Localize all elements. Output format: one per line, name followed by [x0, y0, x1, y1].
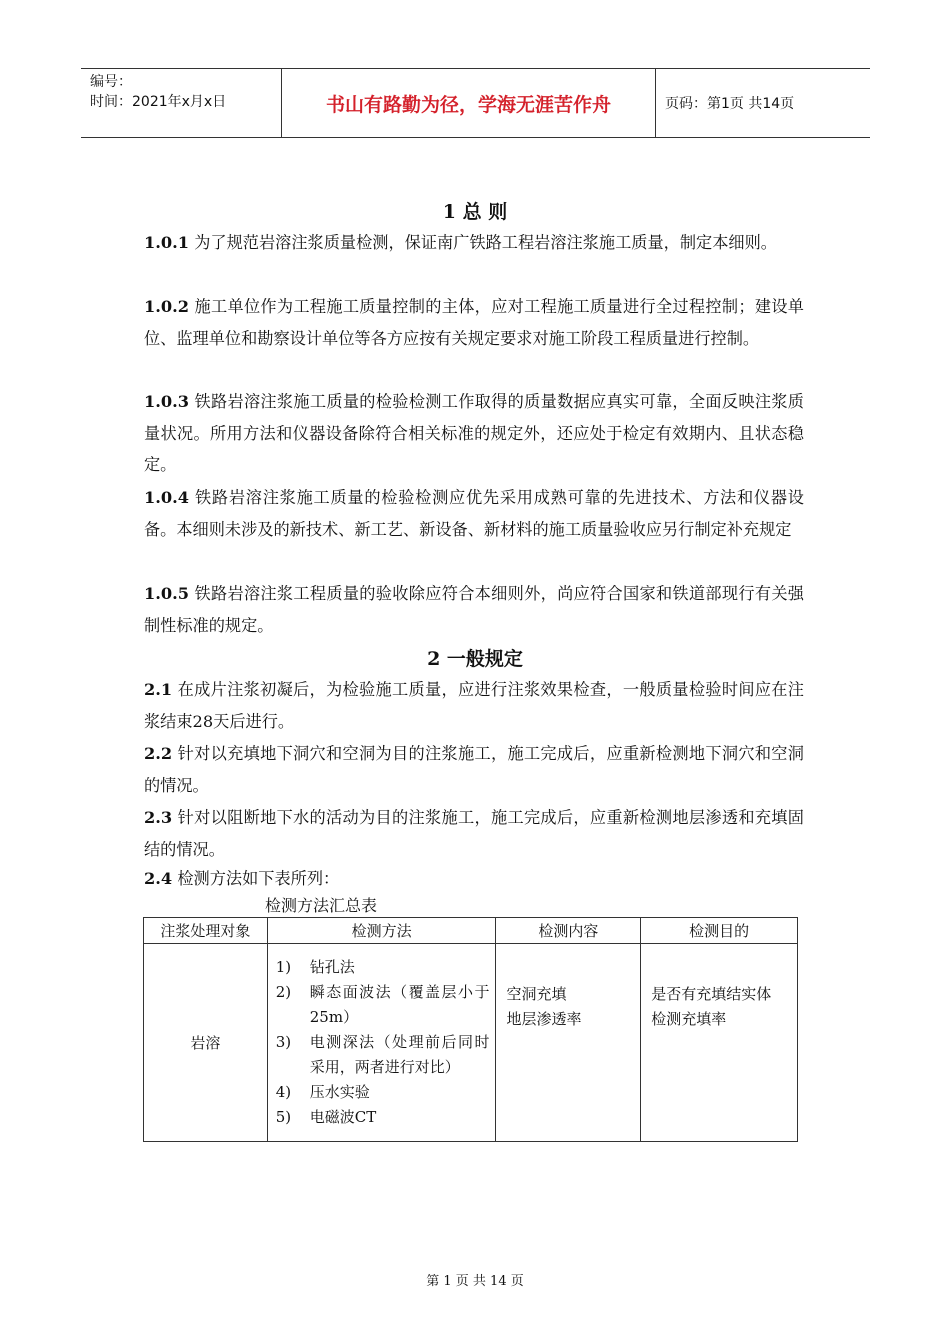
table-caption: 检测方法汇总表 [265, 896, 378, 915]
clause-text: 铁路岩溶注浆施工质量的检验检测工作取得的质量数据应真实可靠，全面反映注浆质量状况。所用方法和仪器设备除符合相关标准的规定外，还应处于检定有效期内、且状态稳定。 [144, 392, 804, 474]
section-1-title: 1 总 则 [442, 201, 508, 223]
purpose-cell [641, 944, 798, 1142]
method-number: 4) [275, 1083, 292, 1101]
method-number: 1) [275, 958, 292, 976]
clause-1-0-1 [144, 227, 804, 259]
methods-cell [267, 944, 496, 1142]
clause-text: 铁路岩溶注浆工程质量的验收除应符合本细则外，尚应符合国家和铁道部现行有关强制性标准的规定。 [144, 584, 804, 635]
clause-number: 1.0.4 [144, 488, 190, 507]
clause-number: 1.0.1 [144, 233, 190, 252]
method-item [276, 955, 490, 980]
table-header-cell: 检测内容 [496, 918, 641, 944]
clause-text: 在成片注浆初凝后，为检验施工质量，应进行注浆效果检查，一般质量检验时间应在注浆结束28天后进行。 [144, 680, 804, 731]
page-footer: 第 1 页 共 14 页 [426, 1274, 524, 1289]
page-header [81, 68, 870, 138]
method-number: 2) [275, 983, 292, 1001]
content-cell [496, 944, 641, 1142]
table-header-cell: 检测方法 [267, 918, 496, 944]
clause-text: 针对以充填地下洞穴和空洞为目的注浆施工，施工完成后，应重新检测地下洞穴和空洞的情况。 [144, 744, 804, 795]
clause-number: 2.3 [144, 808, 173, 827]
table-row [144, 944, 798, 1142]
method-text: 钻孔法 [309, 958, 355, 976]
clause-text: 针对以阻断地下水的活动为目的注浆施工，施工完成后，应重新检测地层渗透和充填固结的情况。 [144, 808, 804, 859]
method-item [276, 1030, 490, 1080]
clause-2-2 [144, 738, 804, 801]
clause-1-0-5 [144, 578, 804, 641]
header-meta [81, 69, 281, 137]
purpose-line: 是否有充填结实体 [651, 985, 772, 1003]
object-cell: 岩溶 [144, 944, 268, 1142]
method-text: 电磁波CT [309, 1108, 377, 1126]
clause-number: 2.4 [144, 869, 173, 888]
date-label: 时间：2021年x月x日 [90, 94, 227, 110]
clause-text: 检测方法如下表所列： [172, 869, 340, 888]
method-number: 5) [275, 1108, 292, 1126]
table-header-cell: 检测目的 [641, 918, 798, 944]
clause-2-3 [144, 802, 804, 865]
clause-number: 1.0.5 [144, 584, 190, 603]
number-label: 编号： [90, 74, 132, 90]
section-2-title: 2 一般规定 [427, 648, 523, 670]
method-item [276, 1105, 490, 1130]
method-item [276, 1080, 490, 1105]
clause-1-0-2 [144, 291, 804, 354]
table-header-cell: 注浆处理对象 [144, 918, 268, 944]
page-code: 页码：第1页 共14页 [665, 96, 795, 112]
clause-number: 1.0.3 [144, 392, 190, 411]
table-header-row [144, 918, 798, 944]
content-line: 地层渗透率 [506, 1010, 582, 1028]
method-number: 3) [275, 1033, 292, 1051]
method-item [276, 980, 490, 1030]
clause-text: 为了规范岩溶注浆质量检测，保证南广铁路工程岩溶注浆施工质量，制定本细则。 [189, 233, 777, 252]
motto: 书山有路勤为径，学海无涯苦作舟 [281, 69, 656, 137]
clause-1-0-3 [144, 386, 804, 481]
clause-number: 2.2 [144, 744, 173, 763]
method-text: 瞬态面波法（覆盖层小于25m） [309, 983, 490, 1026]
method-text: 电测深法（处理前后同时采用，两者进行对比） [309, 1033, 490, 1076]
clause-2-1 [144, 674, 804, 737]
method-text: 压水实验 [309, 1083, 370, 1101]
clause-text: 铁路岩溶注浆施工质量的检验检测应优先采用成熟可靠的先进技术、方法和仪器设备。本细则未涉及的新技术、新工艺、新设备、新材料的施工质量验收应另行制定补充规定 [144, 488, 804, 539]
content-line: 空洞充填 [506, 985, 567, 1003]
clause-number: 2.1 [144, 680, 173, 699]
clause-1-0-4 [144, 482, 804, 545]
purpose-line: 检测充填率 [651, 1010, 727, 1028]
clause-text: 施工单位作为工程施工质量控制的主体，应对工程施工质量进行全过程控制；建设单位、监理单位和勘察设计单位等各方应按有关规定要求对施工阶段工程质量进行控制。 [144, 297, 804, 348]
clause-number: 1.0.2 [144, 297, 190, 316]
clause-2-4 [144, 866, 804, 892]
methods-table [143, 917, 798, 1142]
